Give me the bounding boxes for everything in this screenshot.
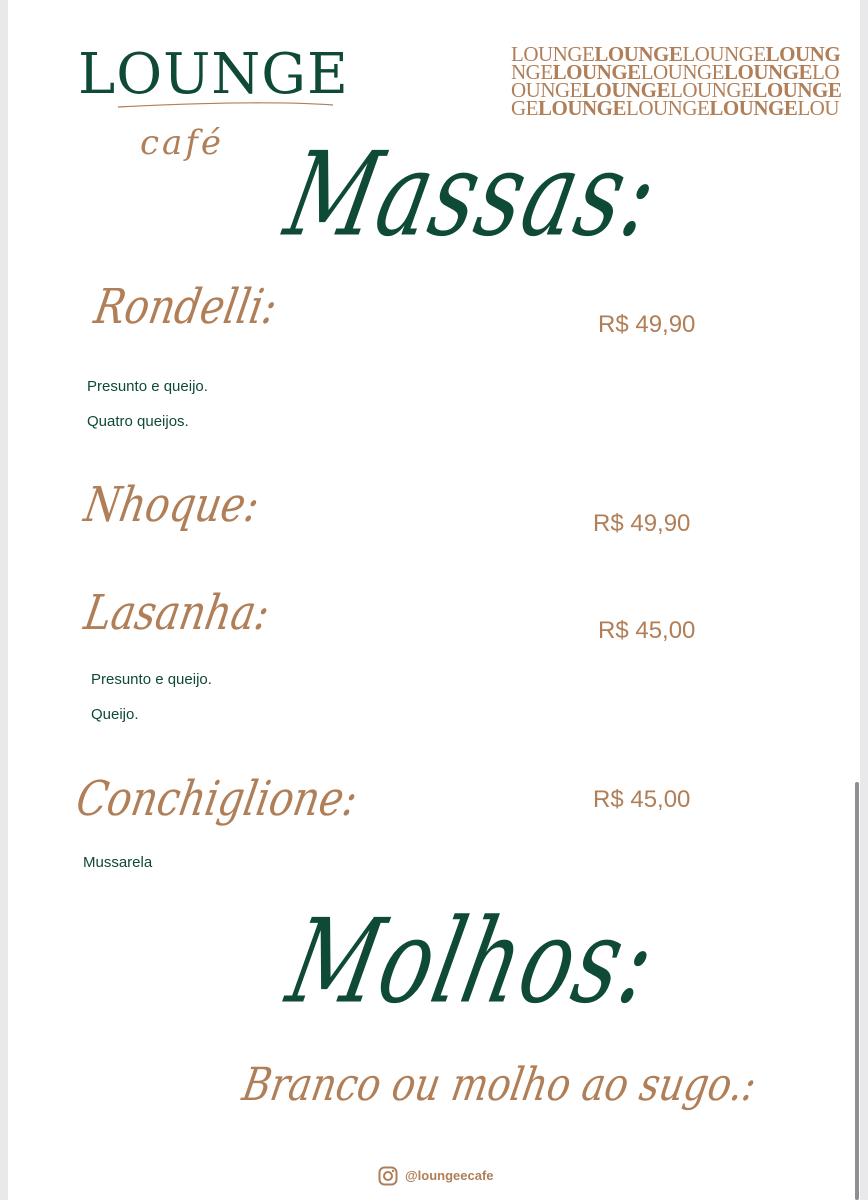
logo-subtitle: café: [140, 123, 225, 163]
lounge-cafe-logo: [78, 42, 349, 163]
scrollbar[interactable]: [855, 782, 859, 1200]
pattern-word: LOUNGE: [582, 78, 671, 102]
item-lasanha-desc-1: Presunto e queijo.: [91, 671, 212, 688]
item-conchiglione-desc-1: Mussarela: [83, 854, 153, 871]
item-conchiglione-name: Conchiglione:: [72, 772, 362, 828]
instagram-handle[interactable]: @loungeecafe: [405, 1168, 494, 1183]
pattern-word: LOUNGE: [626, 96, 710, 119]
pattern-word: LOUNGE: [753, 78, 842, 102]
item-conchiglione-price: R$ 45,00: [593, 786, 691, 813]
item-rondelli-desc-1: Presunto e queijo.: [87, 378, 208, 395]
pattern-word: LOUNG: [765, 45, 841, 66]
item-lasanha-name: Lasanha:: [80, 586, 274, 642]
logo-wordmark: LOUNGE: [78, 42, 349, 107]
item-rondelli-name: Rondelli:: [90, 280, 282, 336]
pattern-word: NGE: [511, 60, 553, 84]
pattern-word: LO: [812, 60, 840, 84]
item-lasanha-price: R$ 45,00: [598, 617, 696, 644]
massas-title: Massas:: [275, 128, 670, 263]
menu-page: [8, 0, 860, 1200]
item-lasanha-desc-2: Queijo.: [91, 706, 139, 723]
pattern-word: LOUNGE: [724, 60, 813, 84]
instagram-icon: [378, 1166, 398, 1186]
pattern-word: LOU: [797, 96, 840, 119]
pattern-word: LOUNGE: [552, 60, 641, 84]
molhos-title: Molhos:: [277, 895, 668, 1030]
item-rondelli-price: R$ 49,90: [598, 311, 696, 338]
molhos-options: Branco ou molho ao sugo.:: [238, 1058, 761, 1111]
pattern-word: GE: [511, 96, 538, 119]
lounge-pattern: [511, 45, 860, 119]
pattern-row: [511, 96, 860, 119]
item-nhoque-price: R$ 49,90: [593, 510, 691, 537]
item-nhoque-name: Nhoque:: [80, 478, 264, 534]
item-rondelli-desc-2: Quatro queijos.: [87, 413, 189, 430]
pattern-word: LOUNGE: [594, 45, 683, 66]
pattern-word: OUNGE: [511, 78, 582, 102]
pattern-word: LOUNGE: [709, 96, 798, 119]
pattern-word: LOUNGE: [682, 45, 766, 66]
pattern-word: LOUNGE: [640, 60, 725, 84]
pattern-word: LOUNGE: [670, 78, 754, 102]
pattern-word: LOUNGE: [511, 45, 595, 66]
pattern-word: LOUNGE: [538, 96, 627, 119]
